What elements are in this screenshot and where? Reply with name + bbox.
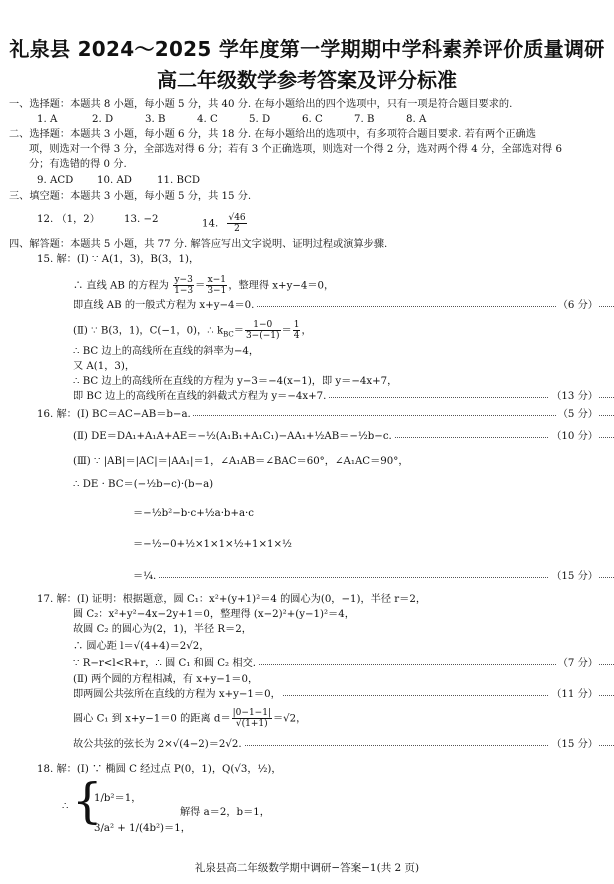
q15-line1: 15. 解：(Ⅰ) ∵ A(1，3)，B(3，1)， — [37, 254, 200, 265]
q18-solution: 解得 a＝2，b＝1， — [180, 807, 270, 818]
text-segment: ∴ 直线 AB 的方程为 — [73, 280, 169, 292]
score-15: （15 分） — [551, 739, 598, 750]
fraction — [206, 275, 227, 296]
q18-equation1: 1/b²＝1， — [94, 793, 142, 804]
fraction-numerator: 1 — [293, 320, 300, 330]
leader-dots — [133, 577, 614, 578]
text-segment: ，整理得 x+y−4＝0， — [228, 280, 335, 292]
q17-line8 — [73, 708, 306, 729]
fraction-denominator: √(1+1) — [235, 719, 268, 729]
q17-line2: 圆 C₂：x²+y²−4x−2y+1＝0，整理得 (x−2)²+(y−1)²＝4， — [73, 609, 355, 620]
subscript: BC — [223, 330, 234, 339]
q17-line7: 即两圆公共弦所在直线的方程为 x+y−1＝0， — [73, 689, 281, 700]
q15-line7: ∴ BC 边上的高线所在直线的方程为 y−3＝−4(x−1)，即 y＝−4x+7， — [73, 376, 398, 387]
score-6: （6 分） — [557, 300, 598, 311]
sec1-answer-7: 7. B — [354, 114, 375, 125]
text-segment: ＝ — [233, 325, 244, 337]
fraction-numerator: |0−1−1| — [232, 708, 271, 718]
page-footer: 礼泉县高二年级数学期中调研−答案−1(共 2 页) — [194, 862, 420, 874]
q16-line1: 16. 解：(Ⅰ) BC＝AC−AB＝b−a. — [37, 409, 191, 420]
section2-heading-line3: 分；有选错的得 0 分. — [29, 159, 127, 170]
q16-line1-row — [37, 408, 614, 421]
sec1-answer-1: 1. A — [37, 114, 58, 125]
fraction-numerator: y−3 — [174, 275, 193, 285]
score-13: （13 分） — [551, 391, 598, 402]
answer-14-label: 14. — [202, 218, 219, 230]
fraction — [173, 275, 194, 296]
section1-heading: 一、选择题：本题共 8 小题，每小题 5 分，共 40 分. 在每小题给出的四个选项中，只有一项是符合题目要求的. — [9, 99, 513, 110]
q15-line8: 即 BC 边上的高线所在直线的斜截式方程为 y＝−4x+7. — [73, 391, 327, 402]
q18-line1: 18. 解：(Ⅰ) ∵ 椭圆 C 经过点 P(0，1)，Q(√3，½)， — [37, 764, 282, 775]
section2-heading-line1: 二、选择题：本题共 3 小题，每小题 6 分，共 18 分. 在每小题给出的选项中，有多项符合题目要求. 若有两个正确选 — [9, 129, 536, 140]
sec2-answer-9: 9. ACD — [37, 175, 74, 186]
q16-line2: (Ⅱ) DE＝DA₁+A₁A+AE＝−½(A₁B₁+A₁C₁)−AA₁+½AB＝−½b−c. — [73, 431, 392, 442]
sec3-answer-12: 12. （1，2） — [37, 214, 100, 225]
q17-line9: 故公共弦的弦长为 2×√(4−2)＝2√2. — [73, 739, 242, 750]
q15-line4 — [73, 320, 312, 342]
fraction-denominator: 4 — [293, 331, 300, 341]
q17-line7-row — [73, 688, 614, 701]
q15-line2: ∴ 直线 AB 的方程为 $\frac{y-3}{1-3}$ ＝ $\frac{x-1}{3-1}$ ，整理得 x+y−4＝0， — [73, 275, 335, 296]
section2-heading-line2: 项，则选对一个得 3 分，全部选对得 6 分；若有 3 个正确选项，则选对一个得 2 分，选对两个得 4 分，全部选对得 6 — [29, 144, 562, 155]
text-segment: 圆心 C₁ 到 x+y−1＝0 的距离 d＝ — [73, 713, 231, 725]
sec1-answer-8: 8. A — [406, 114, 427, 125]
text-segment: ， — [301, 325, 312, 337]
fraction-denominator: 1−3 — [174, 286, 194, 296]
answer-14-fraction — [227, 213, 246, 234]
q16-line7-row — [133, 570, 614, 583]
q17-line6: (Ⅱ) 两个圆的方程相减，有 x+y−1＝0， — [73, 674, 259, 685]
q15-line8-row — [73, 390, 614, 403]
fraction-numerator: √46 — [228, 213, 246, 223]
therefore-symbol: ∴ — [62, 801, 69, 812]
fraction-denominator: 2 — [234, 224, 240, 234]
fraction — [245, 320, 281, 341]
q16-line3: (Ⅲ) ∵ |AB|＝|AC|＝|AA₁|＝1，∠A₁AB＝∠BAC＝60°，∠A₁AC＝90°， — [73, 456, 409, 467]
q17-line3: 故圆 C₂ 的圆心为(2，1)，半径 R＝2， — [73, 624, 252, 635]
q17-line5-row — [73, 657, 614, 670]
fraction — [293, 320, 301, 341]
sub-title: 高二年级数学参考答案及评分标准 — [157, 68, 457, 92]
score-5: （5 分） — [557, 409, 598, 420]
q16-line4: ∴ DE · BC＝(−½b−c)·(b−a) — [73, 479, 214, 490]
sec1-answer-5: 5. D — [249, 114, 271, 125]
sec1-answer-3: 3. B — [145, 114, 166, 125]
equation-system-brace: { — [72, 773, 103, 829]
q15-line3-row — [73, 299, 614, 312]
main-title: 礼泉县 2024～2025 学年度第一学期期中学科素养评价质量调研 — [9, 37, 605, 61]
section4-heading: 四、解答题：本题共 5 小题，共 77 分. 解答应写出文字说明、证明过程或演算步骤. — [9, 239, 388, 250]
text-segment: (Ⅱ) ∵ B(3，1)，C(−1，0)，∴ k — [73, 325, 224, 337]
sec2-answer-10: 10. AD — [97, 175, 132, 186]
sec1-answer-6: 6. C — [302, 114, 323, 125]
fraction-denominator: 3−1 — [207, 286, 227, 296]
text-segment: ＝ — [281, 325, 292, 337]
fraction-numerator: x−1 — [207, 275, 226, 285]
score-10: （10 分） — [551, 431, 598, 442]
text-segment: ＝√2， — [272, 713, 307, 725]
q18-equation2: 3/a² + 1/(4b²)＝1， — [94, 823, 191, 834]
score-15: （15 分） — [551, 571, 598, 582]
q15-line5: ∴ BC 边上的高线所在直线的斜率为−4， — [73, 346, 260, 357]
sec3-answer-14 — [202, 213, 248, 234]
q16-line6: ＝−½−0+½×1×1×½+1×1×½ — [133, 539, 292, 550]
score-7: （7 分） — [557, 658, 598, 669]
q16-line7: ＝¼. — [133, 571, 157, 582]
sec1-answer-4: 4. C — [197, 114, 218, 125]
score-11: （11 分） — [551, 689, 598, 700]
q15-line3: 即直线 AB 的一般式方程为 x+y−4＝0. — [73, 300, 255, 311]
fraction — [232, 708, 272, 729]
q15-line6: 又 A(1，3)， — [73, 361, 136, 372]
sec3-answer-13: 13. −2 — [124, 214, 159, 225]
q17-line5: ∵ R−r<l<R+r，∴ 圆 C₁ 和圆 C₂ 相交. — [73, 658, 256, 669]
fraction-numerator: 1−0 — [245, 320, 281, 331]
fraction-denominator: 3−(−1) — [245, 331, 280, 341]
q16-line2-row — [73, 430, 614, 443]
sec2-answer-11: 11. BCD — [157, 175, 201, 186]
q17-line1: 17. 解：(Ⅰ) 证明：根据题意，圆 C₁：x²+(y+1)²＝4 的圆心为(0，−1)，半径 r＝2， — [37, 594, 427, 605]
q16-line5: ＝−½b²−b·c+½a·b+a·c — [133, 508, 255, 519]
section3-heading: 三、填空题：本题共 3 小题，每小题 5 分，共 15 分. — [9, 191, 252, 202]
q17-line9-row — [73, 738, 614, 751]
q17-line4: ∴ 圆心距 l＝√(4+4)＝2√2， — [73, 641, 210, 652]
sec1-answer-2: 2. D — [92, 114, 114, 125]
